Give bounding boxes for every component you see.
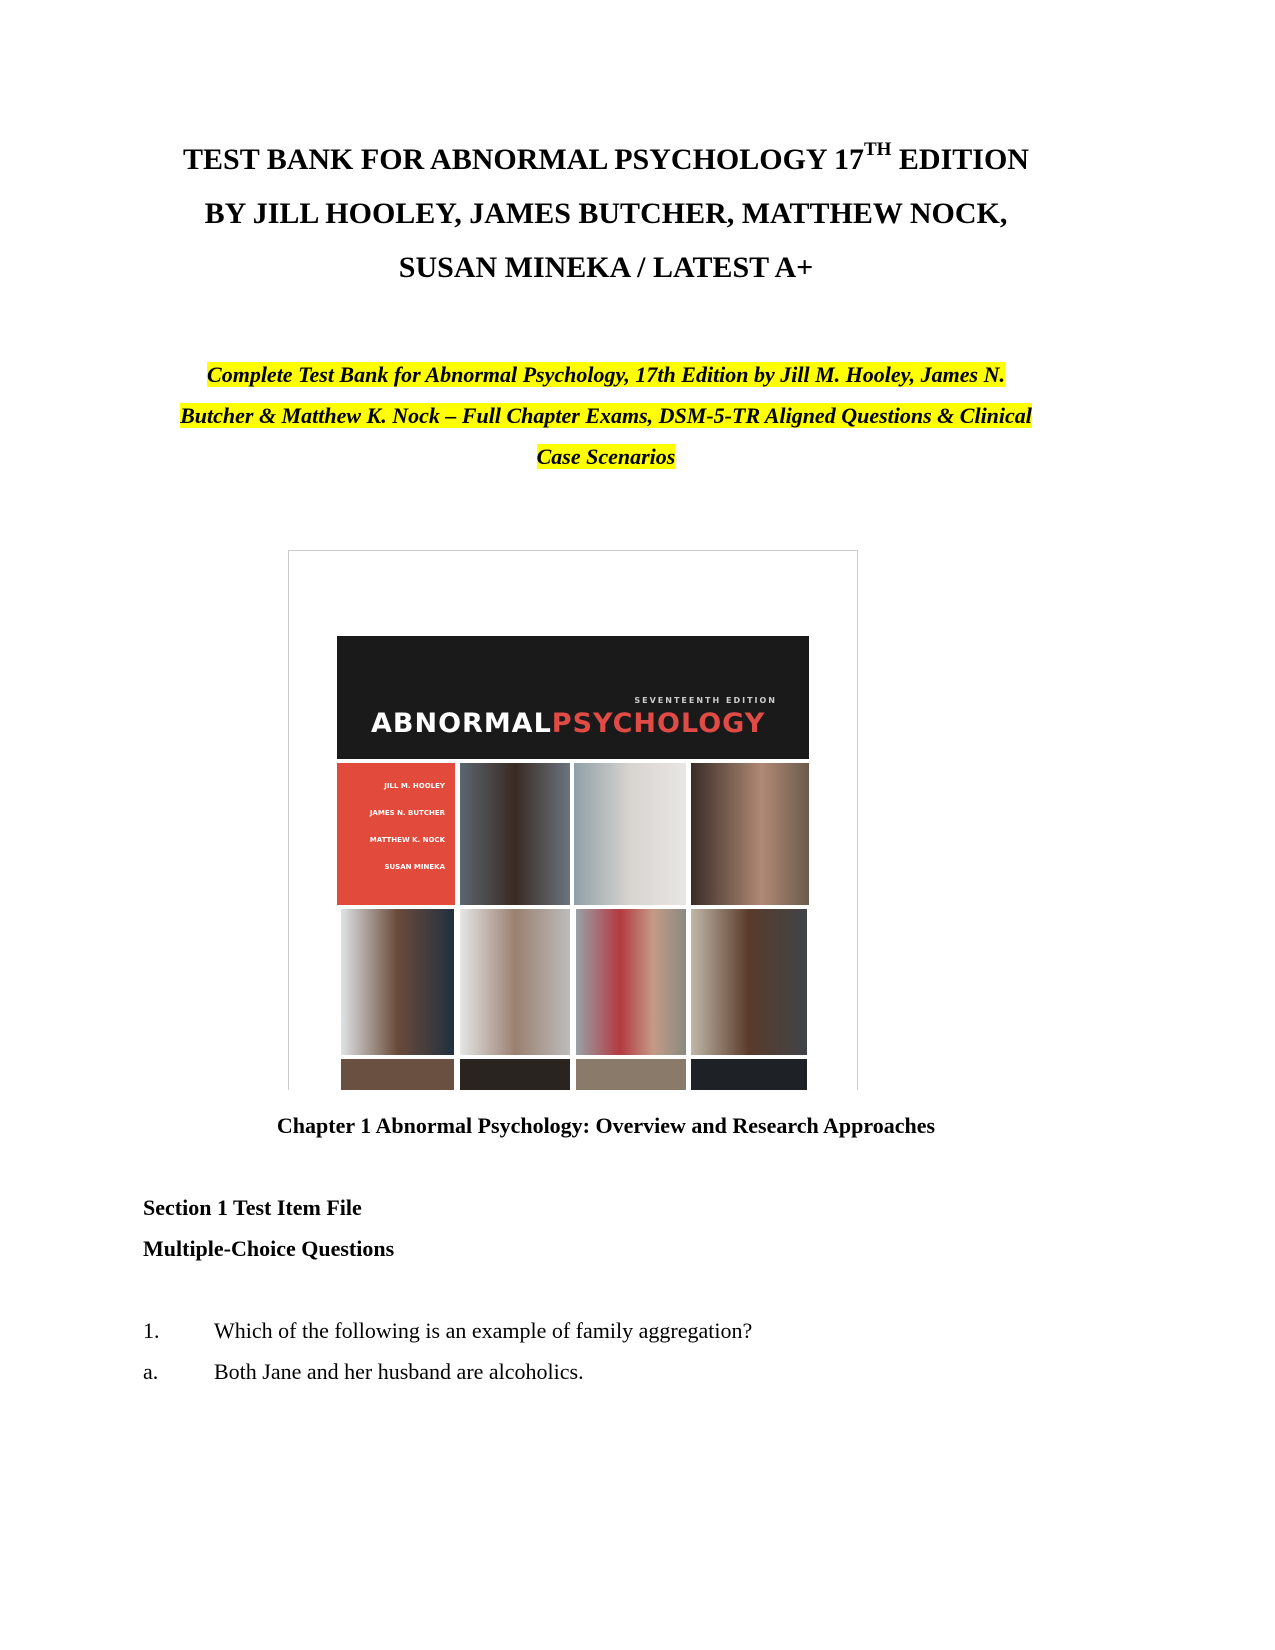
question-text: Which of the following is an example of family aggregation? <box>214 1318 753 1343</box>
cover-photo <box>691 1059 807 1090</box>
cover-author: JILL M. HOOLEY <box>384 782 445 790</box>
cover-photo <box>460 763 570 905</box>
cover-title: ABNORMALPSYCHOLOGY <box>371 708 766 739</box>
subsection-heading: Multiple-Choice Questions <box>143 1236 395 1261</box>
cover-author: SUSAN MINEKA <box>384 863 445 871</box>
highlight-line-2: Butcher & Matthew K. Nock – Full Chapter Exams, DSM-5-TR Aligned Questions & Clinical <box>180 403 1032 428</box>
cover-photo <box>691 909 807 1055</box>
option-text: Both Jane and her husband are alcoholics. <box>214 1359 584 1384</box>
chapter-heading: Chapter 1 Abnormal Psychology: Overview and Research Approaches <box>276 1113 936 1138</box>
cover-photo <box>691 763 809 905</box>
highlight-line-1: Complete Test Bank for Abnormal Psychology, 17th Edition by Jill M. Hooley, James N. <box>207 362 1005 387</box>
highlight-line-3: Case Scenarios <box>536 444 676 469</box>
cover-photo <box>460 1059 570 1090</box>
cover-photo <box>460 909 570 1055</box>
cover-photo <box>341 1059 454 1090</box>
cover-edition: SEVENTEENTH EDITION <box>634 696 777 705</box>
cover-author: JAMES N. BUTCHER <box>369 809 445 817</box>
title-line-2: BY JILL HOOLEY, JAMES BUTCHER, MATTHEW NOCK, <box>204 197 1008 230</box>
book-cover-image <box>288 550 858 1090</box>
cover-photo <box>576 1059 686 1090</box>
section-heading: Section 1 Test Item File <box>143 1195 362 1220</box>
title-line-3: SUSAN MINEKA / LATEST A+ <box>398 251 814 284</box>
cover-title-band <box>337 636 809 759</box>
title-line-1: TEST BANK FOR ABNORMAL PSYCHOLOGY 17TH EDITION <box>183 139 1029 176</box>
cover-photo <box>341 909 454 1055</box>
cover-author: MATTHEW K. NOCK <box>369 836 445 844</box>
option-letter: a. <box>143 1359 159 1384</box>
cover-photo <box>574 763 686 905</box>
question-number: 1. <box>143 1318 160 1343</box>
cover-authors <box>337 763 455 905</box>
cover-photo <box>576 909 686 1055</box>
